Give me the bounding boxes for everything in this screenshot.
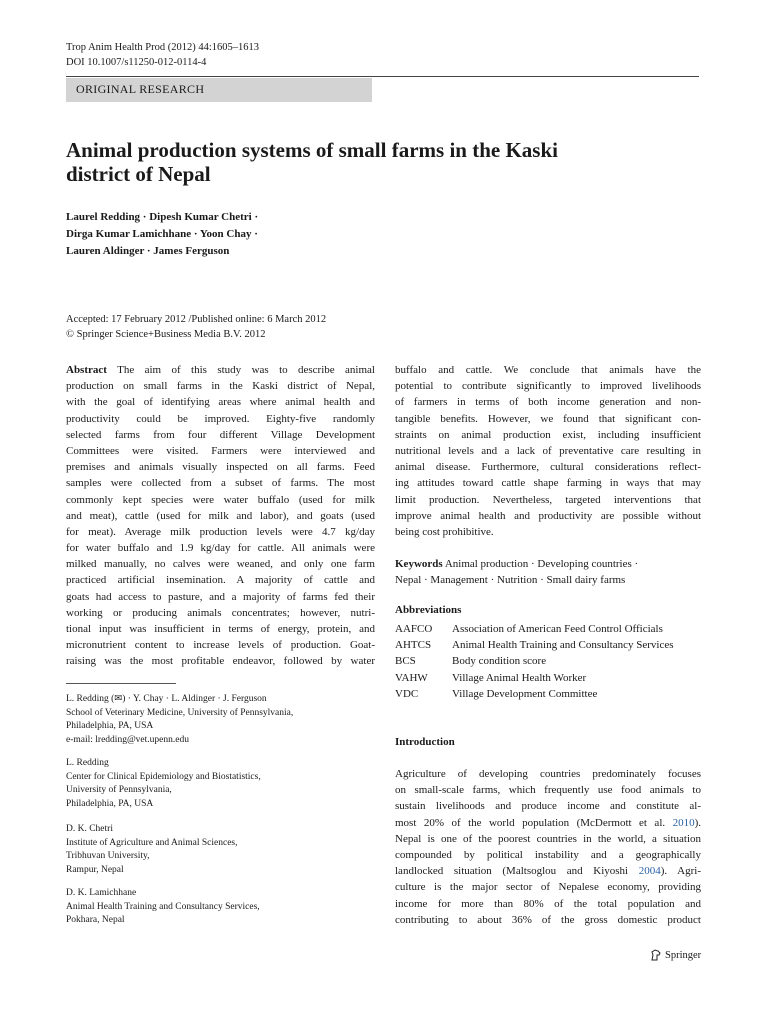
publication-dates <box>66 312 326 342</box>
abstract-line: for meat). Average milk production levels were 4.7 kg/day <box>66 525 375 538</box>
abbreviation-row <box>395 686 674 702</box>
keywords-line: Nepal · Management · Nutrition · Small dairy farms <box>395 574 626 587</box>
introduction-heading: Introduction <box>395 736 455 748</box>
publisher-name: Springer <box>665 949 702 961</box>
abbreviation-definition: Animal Health Training and Consultancy Services <box>452 639 674 652</box>
affiliation-line: Animal Health Training and Consultancy Services, <box>66 901 260 912</box>
abbreviation-definition: Body condition score <box>452 655 547 668</box>
intro-line: income for more than 80% of the total population and <box>395 897 701 910</box>
intro-line: compounded by political instability and a geographically <box>395 848 701 861</box>
abstract-line: with the goal of identifying areas where animal health and <box>66 396 375 409</box>
affiliation-block <box>66 757 261 811</box>
affiliation-line: D. K. Chetri <box>66 824 113 834</box>
abstract-line: and meat), cattle (used for milk and labor), and goats (used <box>66 509 375 522</box>
author-list <box>66 209 258 260</box>
affiliation-line: L. Redding <box>66 758 109 768</box>
abstract-line: commonly kept species were water buffalo (used for milk <box>66 493 375 506</box>
affiliation-line: School of Veterinary Medicine, University of Pennsylvania, <box>66 707 294 718</box>
abstract-line: samples were collected from a subset of farms. The most <box>66 477 375 490</box>
affiliation-line: Rampur, Nepal <box>66 864 124 875</box>
abstract-label: Abstract <box>66 364 107 376</box>
article-title <box>66 138 676 186</box>
abstract-line: potential to contribute significantly to improved livelihoods <box>395 380 701 393</box>
author-email[interactable]: e-mail: lredding@vet.upenn.edu <box>66 734 189 745</box>
affiliation-line: Institute of Agriculture and Animal Sciences, <box>66 837 238 848</box>
abstract-line: straints on animal production exist, including insufficient <box>395 428 701 441</box>
keywords-label: Keywords <box>395 558 443 570</box>
citation-link[interactable]: 2010 <box>672 816 695 829</box>
affiliation-block <box>66 887 260 928</box>
abstract-line: nutritional levels and a lack of preventative care resulting in <box>395 444 701 457</box>
abbreviation-row <box>395 637 674 653</box>
abstract-line: for water buffalo and 1.9 kg/day for cattle. All animals were <box>66 542 375 555</box>
affiliation-block <box>66 823 238 877</box>
abstract-line: premises and animals visually inspected on all farms. Feed <box>66 461 375 474</box>
affiliation-line: Pokhara, Nepal <box>66 915 125 925</box>
abbreviation-definition: Village Development Committee <box>452 687 598 700</box>
abstract-line: production on small farms in the Kaski district of Nepal, <box>66 380 375 393</box>
abbreviations-list <box>395 621 674 702</box>
affiliation-line: University of Pennsylvania, <box>66 785 172 795</box>
intro-line: Agriculture of developing countries predominately focuses <box>395 768 701 780</box>
abstract-line: practiced artificial insemination. A majority of cattle and <box>66 574 375 587</box>
abstract-line: improve animal health and productivity are possible without <box>395 509 701 522</box>
abbreviation-row <box>395 653 674 669</box>
abbreviation: VAHW <box>395 671 428 684</box>
intro-line: Nepal is one of the poorest countries in the world, a situation <box>395 832 701 845</box>
abstract-line: selected farms from four different Village Development <box>66 428 375 441</box>
affiliation-line: Philadelphia, PA, USA <box>66 721 154 731</box>
abstract-line: tangible benefits. However, we found that significant con- <box>395 412 701 425</box>
introduction-text <box>395 766 701 928</box>
affiliation-line: Tribhuvan University, <box>66 851 150 861</box>
abbreviations-heading: Abbreviations <box>395 604 462 616</box>
abstract-line: Abstract The aim of this study was to describe animal <box>66 364 375 376</box>
section-label: ORIGINAL RESEARCH <box>76 82 205 96</box>
abstract-line: productivity could be improved. Eighty-five randomly <box>66 412 375 425</box>
abbreviation-definition: Association of American Feed Control Officials <box>452 623 663 635</box>
section-banner <box>66 78 372 102</box>
abbreviation: VDC <box>395 687 419 700</box>
abbreviation: AAFCO <box>395 623 433 635</box>
abbreviation: BCS <box>395 655 416 668</box>
abstract-right-column <box>395 362 701 540</box>
author-line: Dirga Kumar Lamichhane · Yoon Chay · <box>66 228 258 240</box>
abstract-line: buffalo and cattle. We conclude that animals have the <box>395 364 701 376</box>
abstract-line: being cost prohibitive. <box>395 525 494 538</box>
affiliation-line: Philadelphia, PA, USA <box>66 798 154 809</box>
copyright: © Springer Science+Business Media B.V. 2012 <box>66 329 266 340</box>
abstract-line: Committees were visited. Farmers were interviewed and <box>66 444 375 457</box>
affiliation-block <box>66 693 293 747</box>
intro-line: most 20% of the world population (McDermott et al. 2010). <box>395 816 701 829</box>
author-line: Laurel Redding · Dipesh Kumar Chetri · <box>66 211 259 223</box>
abstract-line: raising was the most profitable endeavor, followed by water <box>66 655 375 668</box>
footnote-rule <box>66 683 176 684</box>
springer-horse-icon <box>650 949 662 961</box>
journal-header <box>66 40 259 70</box>
intro-line: on small-scale farms, which frequently use food animals to <box>395 784 701 797</box>
intro-line: contributing to about 36% of the gross domestic product <box>395 913 701 926</box>
abbreviation: AHTCS <box>395 639 432 652</box>
abstract-line: limit production. Nevertheless, targeted interventions that <box>395 493 701 506</box>
accepted-date: Accepted: 17 February 2012 /Published online: 6 March 2012 <box>66 314 327 325</box>
affiliation-line: L. Redding (✉) · Y. Chay · L. Aldinger · J. Ferguson <box>66 694 267 704</box>
abstract-line: of farmers in terms of both income generation and non- <box>395 396 701 409</box>
abstract-left-column <box>66 362 375 670</box>
intro-line: culture is the major sector of Nepalese economy, providing <box>395 881 701 894</box>
abstract-line: milked manually, no calves were weaned, and only one farm <box>66 558 375 571</box>
abstract-line: goats had access to pasture, and a majority of farms fed their <box>66 590 375 603</box>
abstract-line: working or producing animals concentrates; however, nutri- <box>66 606 375 619</box>
abbreviation-row <box>395 670 674 686</box>
title-line: district of Nepal <box>66 162 211 186</box>
intro-line: landlocked situation (Maltsoglou and Kiyoshi 2004). Agri- <box>395 865 701 878</box>
abstract-line: micronutrient content to increase levels of production. Goat- <box>66 639 375 652</box>
intro-line: sustain livelihoods and produce income and constitute al- <box>395 800 701 813</box>
abstract-line: tional input was insufficient in terms of energy, protein, and <box>66 623 375 635</box>
citation-link[interactable]: 2004 <box>638 865 661 878</box>
abstract-line: ing attitudes toward cattle shape farming in ways that may <box>395 477 701 490</box>
affiliation-line: Center for Clinical Epidemiology and Biostatistics, <box>66 771 261 782</box>
abbreviation-row <box>395 621 674 637</box>
journal-citation: Trop Anim Health Prod (2012) 44:1605–1613 <box>66 42 259 53</box>
abstract-line: animal disease. Furthermore, cultural considerations reflect- <box>395 461 701 474</box>
keywords <box>395 556 701 588</box>
header-rule <box>66 76 699 77</box>
abbreviation-definition: Village Animal Health Worker <box>452 671 587 684</box>
author-line: Lauren Aldinger · James Ferguson <box>66 245 230 257</box>
title-line: Animal production systems of small farms in the Kaski <box>66 138 558 162</box>
keywords-line: Keywords Animal production · Developing countries · <box>395 558 639 570</box>
affiliation-line: D. K. Lamichhane <box>66 888 137 898</box>
publisher-mark <box>650 949 701 961</box>
doi[interactable]: DOI 10.1007/s11250-012-0114-4 <box>66 57 207 68</box>
